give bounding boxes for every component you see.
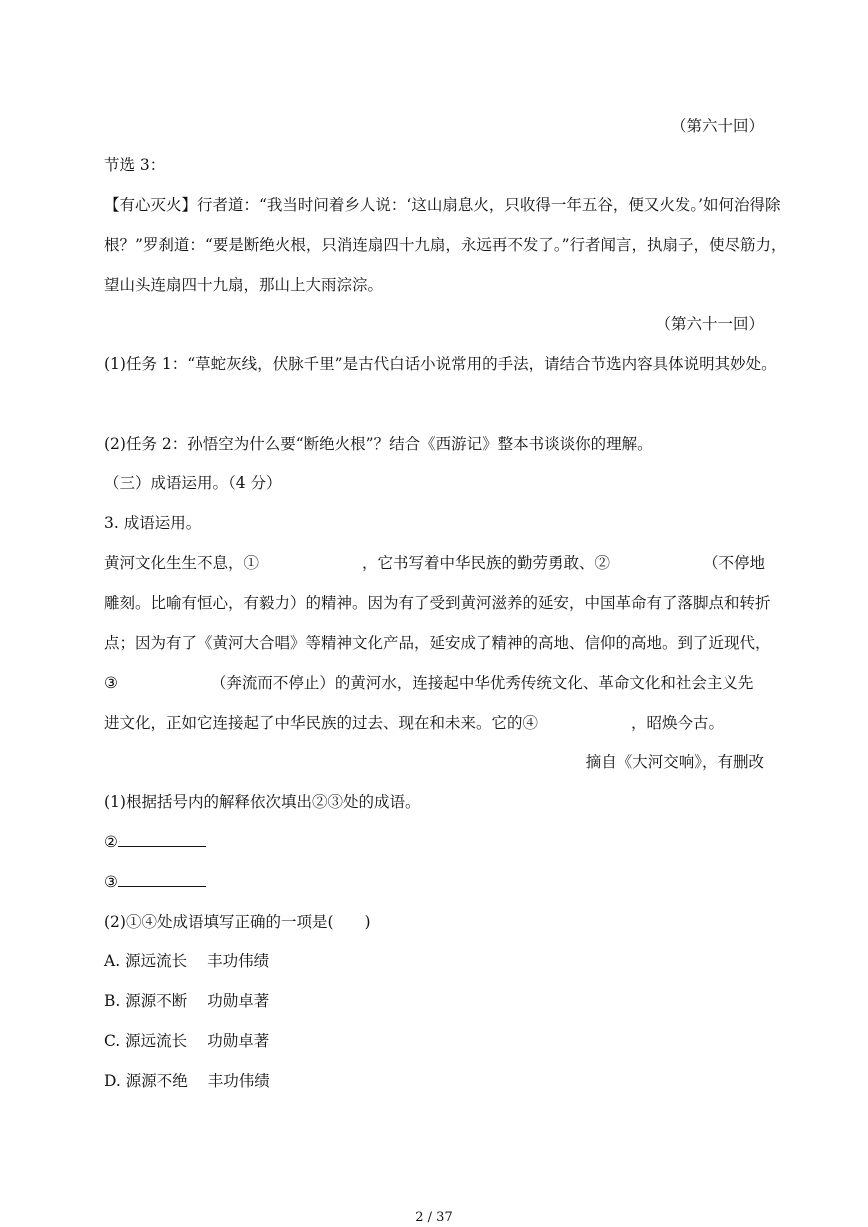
- answer-blank-2[interactable]: [104, 832, 206, 852]
- option-b-letter: B.: [104, 992, 121, 1010]
- option-a-idiom-1: 源远流长: [125, 952, 188, 970]
- answer-blank-3[interactable]: [104, 872, 206, 892]
- option-d-idiom-2: 丰功伟绩: [207, 1072, 270, 1090]
- passage-line-4-part-b: （奔流而不停止）的黄河水，连接起中华优秀传统文化、革命文化和社会主义先: [210, 674, 754, 692]
- answer-blank-3-label: ③: [104, 873, 118, 891]
- passage-line-2: 雕刻。比喻有恒心，有毅力）的精神。因为有了受到黄河滋养的延安，中国革命有了落脚点和转折: [104, 594, 771, 612]
- excerpt3-line-3: 望山头连扇四十九扇，那山上大雨淙淙。: [104, 276, 384, 294]
- task-1: (1)任务 1：“草蛇灰线，伏脉千里”是古代白话小说常用的手法，请结合节选内容具体说明其妙处。: [104, 355, 777, 373]
- passage-line-1-part-c: （不停地: [703, 554, 766, 572]
- option-b-idiom-2: 功勋卓著: [207, 992, 270, 1010]
- question-3-title: 3. 成语运用。: [104, 514, 202, 532]
- passage-line-3: 点；因为有了《黄河大合唱》等精神文化产品，延安成了精神的高地、信仰的高地。到了近现代，: [104, 634, 771, 652]
- option-d[interactable]: [104, 1071, 270, 1091]
- passage-line-1-part-a: 黄河文化生生不息，①: [104, 554, 260, 572]
- option-c-letter: C.: [104, 1032, 121, 1050]
- option-c-idiom-2: 功勋卓著: [207, 1032, 270, 1050]
- excerpt3-label: 节选 3：: [104, 156, 166, 174]
- option-c[interactable]: [104, 1031, 269, 1051]
- answer-blank-3-line[interactable]: [118, 872, 206, 887]
- option-a-idiom-2: 丰功伟绩: [207, 952, 270, 970]
- chapter-61-label: （第六十一回）: [655, 315, 764, 333]
- section-3-heading: （三）成语运用。（4 分）: [104, 474, 282, 492]
- answer-blank-2-line[interactable]: [118, 832, 206, 847]
- excerpt3-line-1: 【有心灭火】行者道：“我当时问着乡人说：‘这山扇息火，只收得一年五谷，便又火发。’如何治得除: [104, 196, 781, 214]
- source-citation: 摘自《大河交响》，有删改: [585, 753, 764, 771]
- passage-line-1: [104, 553, 765, 573]
- option-c-idiom-1: 源远流长: [125, 1032, 188, 1050]
- excerpt3-line-2: 根？”罗刹道：“要是断绝火根，只消连扇四十九扇，永远再不发了。”行者闻言，执扇子，使尽筋力，: [104, 236, 787, 254]
- sub-question-1: (1)根据括号内的解释依次填出②③处的成语。: [104, 793, 421, 811]
- passage-line-5-part-a: 进文化，正如它连接起了中华民族的过去、现在和未来。它的④: [104, 714, 539, 732]
- answer-blank-2-label: ②: [104, 833, 118, 851]
- page-number: 2 / 37: [415, 1210, 453, 1225]
- option-b-idiom-1: 源源不断: [125, 992, 188, 1010]
- option-a-letter: A.: [104, 952, 121, 970]
- chapter-60-label: （第六十回）: [670, 117, 764, 135]
- option-b[interactable]: [104, 991, 269, 1011]
- option-a[interactable]: [104, 951, 269, 971]
- sub-question-2: (2)①④处成语填写正确的一项是( ): [104, 913, 371, 931]
- option-d-idiom-1: 源源不绝: [125, 1072, 188, 1090]
- passage-line-5-part-b: ，昭焕今古。: [631, 714, 725, 732]
- passage-line-4: [104, 673, 753, 693]
- option-d-letter: D.: [104, 1072, 121, 1090]
- passage-line-1-part-b: ，它书写着中华民族的勤劳勇敢、②: [362, 554, 611, 572]
- passage-line-5: [104, 713, 724, 733]
- task-2: (2)任务 2：孙悟空为什么要“断绝火根”？结合《西游记》整本书谈谈你的理解。: [104, 435, 653, 453]
- passage-line-4-part-a: ③: [104, 674, 118, 692]
